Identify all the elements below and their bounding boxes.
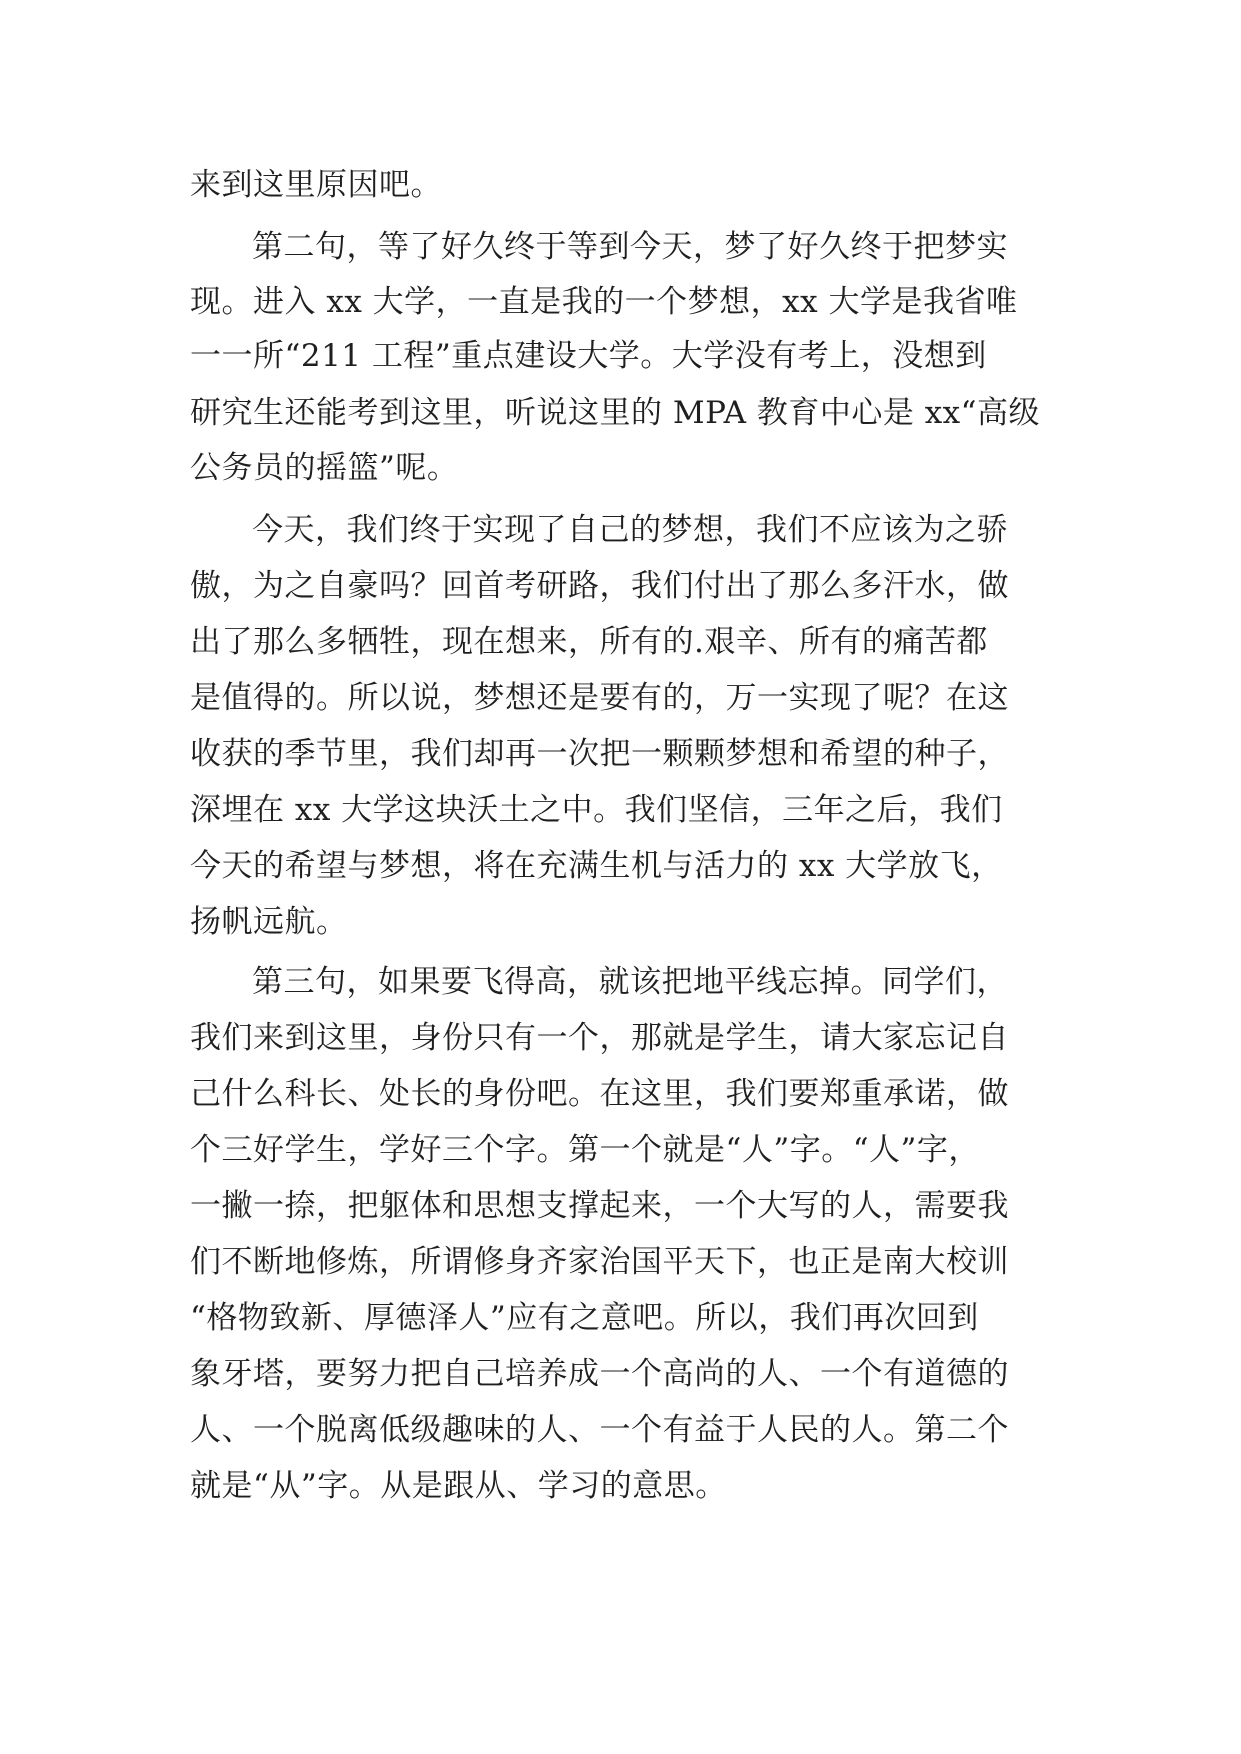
text-line: 们不断地修炼，所谓修身齐家治国平天下，也正是南大校训 xyxy=(190,1244,1009,1280)
text-line: 象牙塔，要努力把自己培养成一个高尚的人、一个有道德的 xyxy=(190,1356,1009,1392)
text-line: 公务员的摇篮”呢。 xyxy=(190,450,459,486)
text-line: 一撇一捺，把躯体和思想支撑起来，一个大写的人，需要我 xyxy=(190,1188,1009,1224)
text-line: 收获的季节里，我们却再一次把一颗颗梦想和希望的种子， xyxy=(190,736,1009,772)
text-line: 研究生还能考到这里，听说这里的 MPA 教育中心是 xx“高级 xyxy=(190,395,1041,431)
text-line: 己什么科长、处长的身份吧。在这里，我们要郑重承诺，做 xyxy=(190,1076,1009,1112)
text-line: 来到这里原因吧。 xyxy=(190,167,442,203)
text-line: 出了那么多牺牲，现在想来，所有的.艰辛、所有的痛苦都 xyxy=(190,624,988,660)
text-line: “格物致新、厚德泽人”应有之意吧。所以，我们再次回到 xyxy=(190,1300,979,1336)
text-line: 我们来到这里，身份只有一个，那就是学生，请大家忘记自 xyxy=(190,1020,1009,1056)
text-line: 就是“从”字。从是跟从、学习的意思。 xyxy=(190,1468,727,1504)
text-line: 深埋在 xx 大学这块沃土之中。我们坚信，三年之后，我们 xyxy=(190,792,1003,828)
text-line: 傲，为之自豪吗？回首考研路，我们付出了那么多汗水，做 xyxy=(190,568,1009,604)
text-line: 现。进入 xx 大学，一直是我的一个梦想，xx 大学是我省唯 xyxy=(190,284,1018,320)
text-line: 是值得的。所以说，梦想还是要有的，万一实现了呢？在这 xyxy=(190,680,1009,716)
text-line: 今天的希望与梦想，将在充满生机与活力的 xx 大学放飞， xyxy=(190,848,1003,884)
paragraph-first-line: 第二句，等了好久终于等到今天，梦了好久终于把梦实 xyxy=(252,229,1008,265)
text-line: 人、一个脱离低级趣味的人、一个有益于人民的人。第二个 xyxy=(190,1412,1009,1448)
text-line: 扬帆远航。 xyxy=(190,904,348,940)
text-line: 个三好学生，学好三个字。第一个就是“人”字。“人”字， xyxy=(190,1132,980,1168)
text-line: 一一所“211 工程”重点建设大学。大学没有考上，没想到 xyxy=(190,338,987,374)
paragraph-first-line: 第三句，如果要飞得高，就该把地平线忘掉。同学们， xyxy=(252,964,1008,1000)
paragraph-first-line: 今天，我们终于实现了自己的梦想，我们不应该为之骄 xyxy=(252,512,1008,548)
